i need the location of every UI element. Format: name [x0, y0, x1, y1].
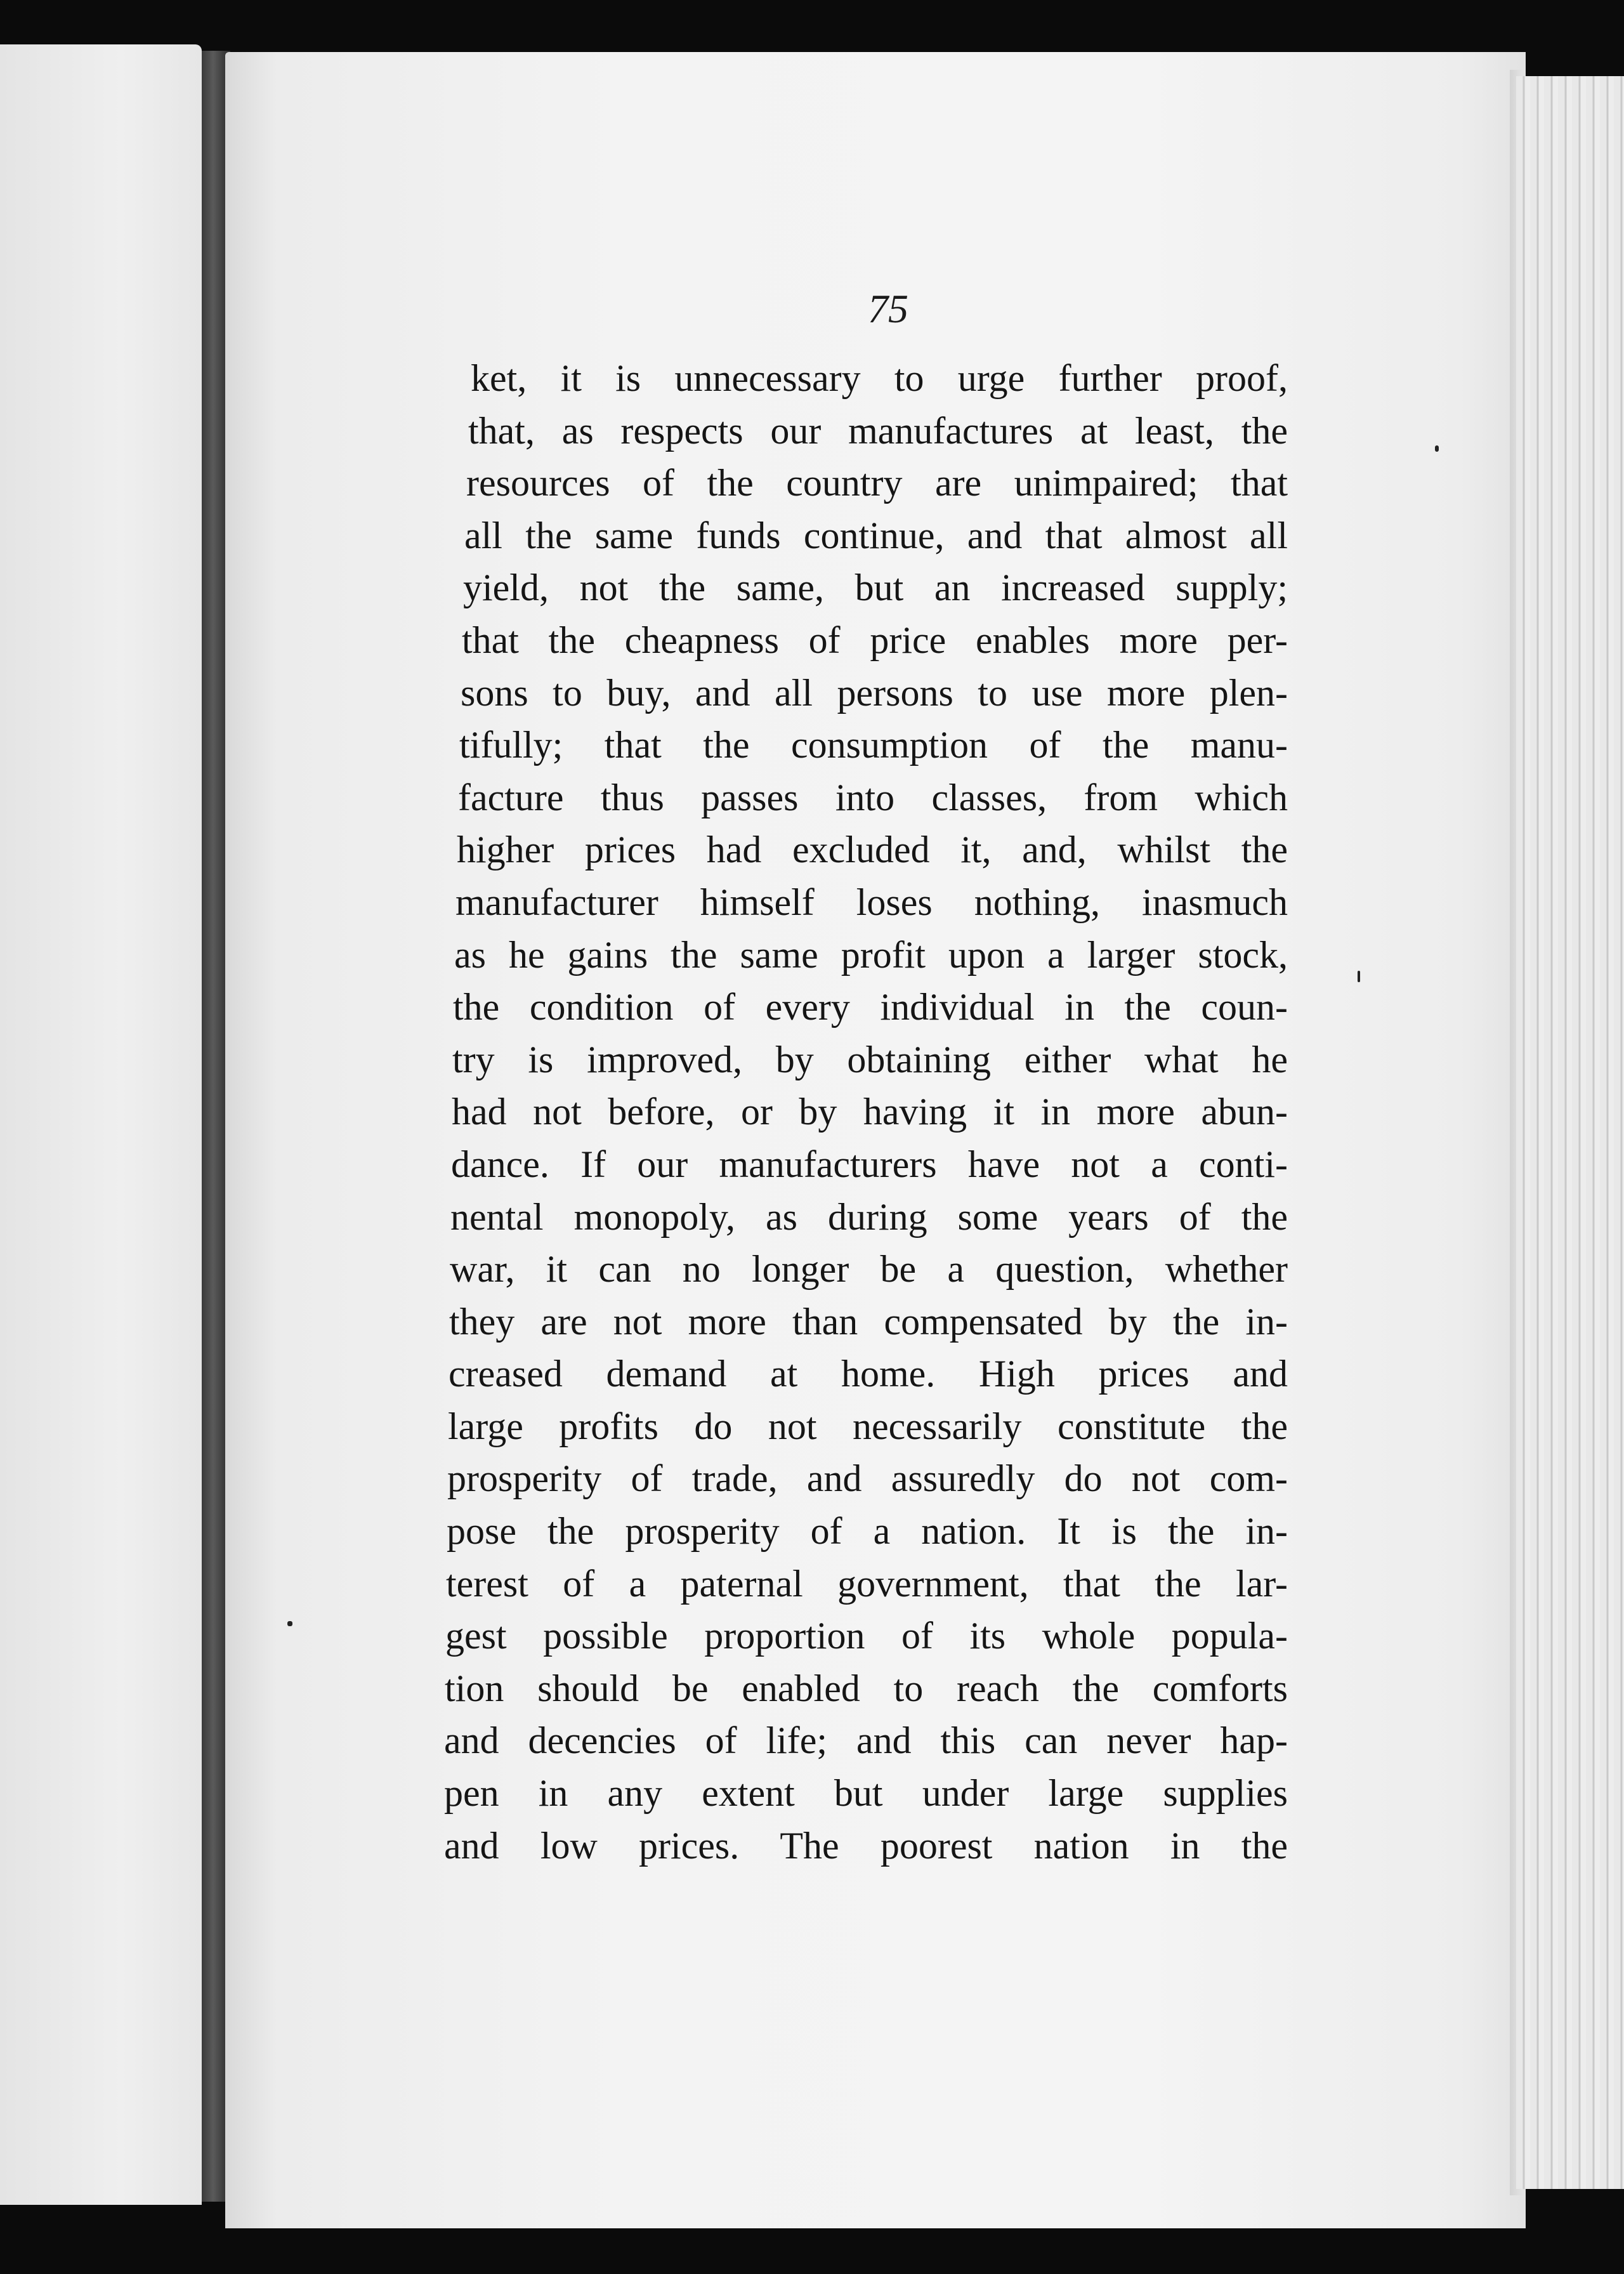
- text-line: that the cheapness of price enables more per-: [462, 619, 1288, 661]
- text-line: sons to buy, and all persons to use more plen-: [461, 671, 1288, 714]
- page-edges-stack: [1516, 76, 1624, 2189]
- text-line: and low prices. The poorest nation in the: [444, 1824, 1288, 1867]
- text-line: creased demand at home. High prices and: [449, 1353, 1288, 1395]
- text-line: pose the prosperity of a nation. It is the in-: [447, 1510, 1288, 1553]
- text-line: try is improved, by obtaining either what he: [452, 1038, 1288, 1081]
- text-line: that, as respects our manufactures at least, the: [468, 409, 1288, 452]
- text-line: gest possible proportion of its whole popula-: [445, 1615, 1288, 1657]
- text-line: terest of a paternal government, that the lar-: [446, 1562, 1288, 1605]
- text-line: war, it can no longer be a question, whether: [450, 1248, 1288, 1291]
- dust-speck: [287, 1621, 292, 1626]
- text-line: large profits do not necessarily constitute the: [448, 1405, 1288, 1447]
- facing-page-left: [0, 44, 202, 2205]
- text-line: they are not more than compensated by the in-: [449, 1300, 1288, 1343]
- text-line: all the same funds continue, and that almost all: [464, 514, 1288, 556]
- text-line: resources of the country are unimpaired; that: [466, 462, 1288, 504]
- page-number: 75: [868, 286, 908, 331]
- dust-speck: [1435, 445, 1439, 452]
- text-line: and decencies of life; and this can never hap-: [444, 1719, 1288, 1762]
- text-line: yield, not the same, but an increased supply;: [463, 567, 1288, 609]
- text-line: ket, it is unnecessary to urge further proof,: [471, 357, 1288, 399]
- body-text: [444, 352, 1288, 1872]
- text-line: higher prices had excluded it, and, whilst the: [457, 829, 1288, 871]
- text-line: tion should be enabled to reach the comforts: [445, 1667, 1288, 1709]
- text-line: tifully; that the consumption of the manu-: [459, 724, 1288, 766]
- text-line: pen in any extent but under large supplies: [444, 1772, 1288, 1815]
- text-line: as he gains the same profit upon a larger stock,: [454, 933, 1288, 976]
- text-line: prosperity of trade, and assuredly do not com-: [447, 1457, 1288, 1500]
- text-line: facture thus passes into classes, from which: [458, 776, 1288, 818]
- text-line: dance. If our manufacturers have not a conti-: [451, 1143, 1288, 1185]
- text-line: the condition of every individual in the coun-: [453, 986, 1288, 1029]
- text-line: nental monopoly, as during some years of the: [450, 1195, 1288, 1238]
- text-line: had not before, or by having it in more abun-: [452, 1091, 1288, 1133]
- dust-speck: [1358, 971, 1360, 982]
- text-line: manufacturer himself loses nothing, inasmuch: [455, 881, 1288, 923]
